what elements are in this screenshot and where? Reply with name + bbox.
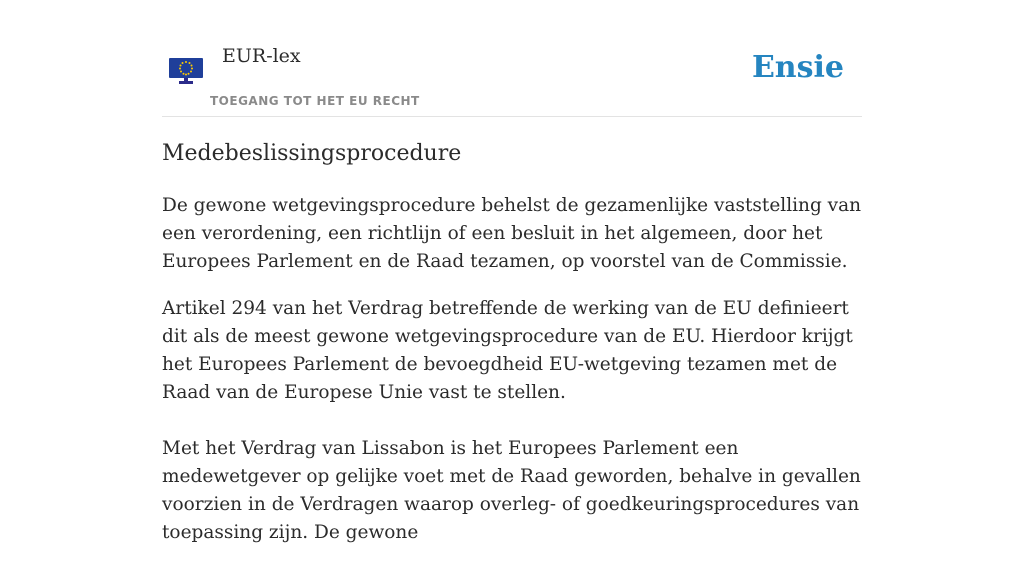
- article-paragraph: De gewone wetgevingsprocedure behelst de gezamenlijke vaststelling van een verordening, een richtlijn of een besluit in het algemeen, door het Europees Parlement en de Raad tezamen, op voorstel van de Commissie.: [162, 195, 862, 272]
- brand-logo[interactable]: Ensie: [751, 50, 844, 85]
- article-content: [162, 138, 864, 566]
- site-header: [162, 0, 862, 117]
- eu-flag-icon: [169, 56, 203, 86]
- article-title: Medebeslissingsprocedure: [162, 141, 462, 166]
- source-tagline: TOEGANG TOT HET EU RECHT: [210, 94, 420, 108]
- article-paragraph: Artikel 294 van het Verdrag betreffende de werking van de EU definieert dit als de meest gewone wetgevingsprocedure van de EU. Hierdoor krijgt het Europees Parlement de bevoegdheid EU-wetgeving tezamen met de Raad van de Europese Unie vast te stellen. Met het Verdrag van Lissabon is het Europees Parlement een medewetgever op gelijke voet met de Raad geworden, behalve in gevallen voorzien in de Verdragen waarop overleg- of goedkeuringsprocedures van toepassing zijn. De gewone: [162, 298, 861, 543]
- source-name[interactable]: EUR-lex: [222, 45, 301, 67]
